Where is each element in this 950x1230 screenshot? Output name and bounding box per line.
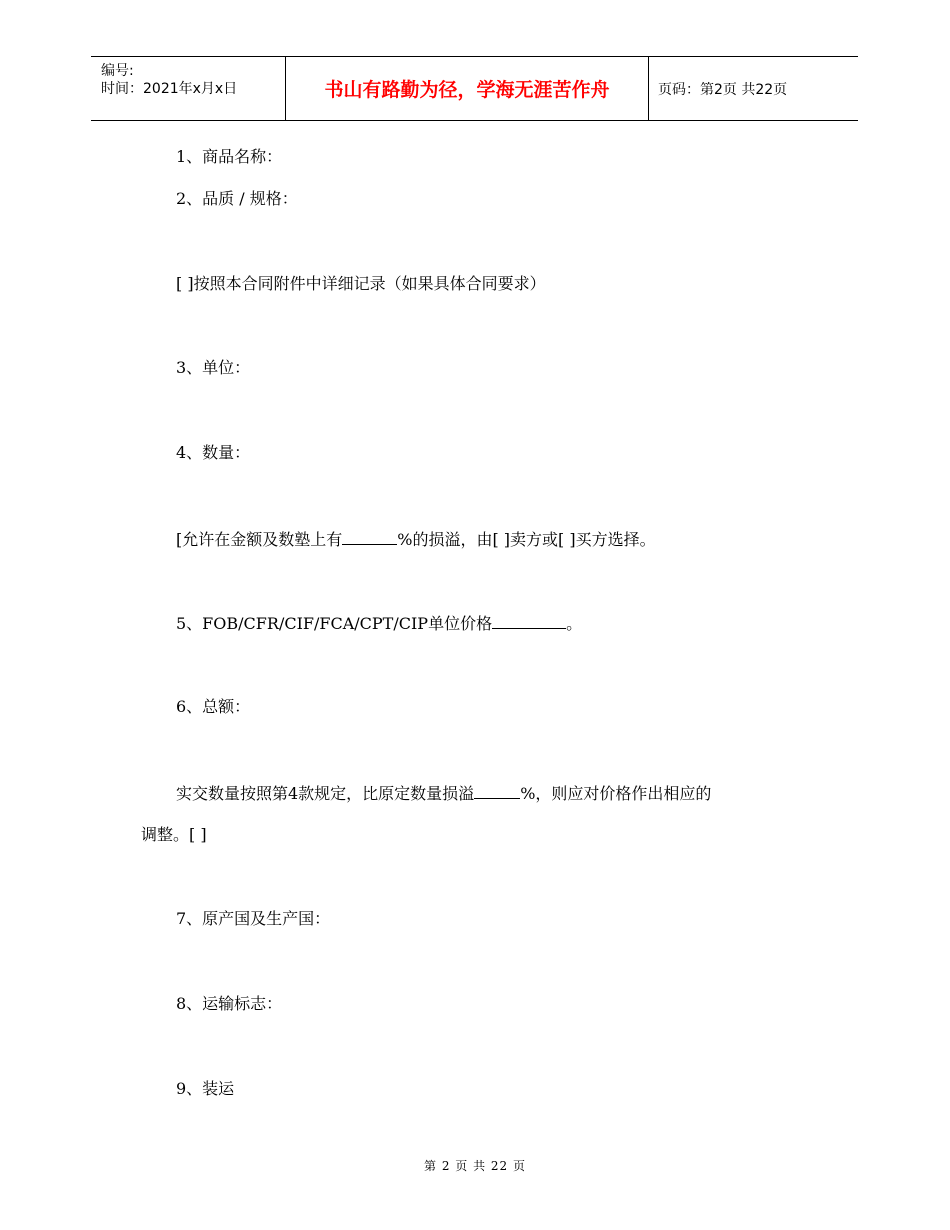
item-6-note — [176, 782, 711, 804]
item-7: 7、原产国及生产国： — [176, 909, 331, 928]
header-meta — [91, 57, 286, 120]
item-4-note — [176, 528, 656, 550]
item-2-note: [ ]按照本合同附件中详细记录（如果具体合同要求） — [176, 274, 546, 293]
number-label: 编号: — [101, 63, 134, 79]
item-3: 3、单位： — [176, 358, 251, 377]
item-2: 2、品质 / 规格： — [176, 189, 298, 208]
item-5 — [176, 612, 582, 634]
page-header — [91, 56, 858, 121]
item-4-note-start: [允许在金额及数塾上有 — [176, 530, 343, 549]
item-8: 8、运输标志： — [176, 994, 283, 1013]
page-footer: 第 2 页 共 22 页 — [424, 1159, 526, 1173]
item-6: 6、总额： — [176, 697, 251, 716]
percent-blank[interactable] — [342, 528, 397, 545]
item-6-note-end: %，则应对价格作出相应的 — [520, 784, 712, 803]
item-4: 4、数量： — [176, 443, 251, 462]
item-5-end: 。 — [566, 614, 583, 633]
item-6-note-continued: 调整。[ ] — [141, 825, 207, 844]
price-blank[interactable] — [492, 612, 566, 629]
header-page-code: 页码：第2页 共22页 — [658, 81, 788, 98]
item-4-note-end: %的损溢，由[ ]卖方或[ ]买方选择。 — [397, 530, 656, 549]
item-5-label: 5、FOB/CFR/CIF/FCA/CPT/CIP单位价格 — [176, 614, 493, 633]
item-1: 1、商品名称： — [176, 147, 283, 166]
item-6-note-start: 实交数量按照第4款规定，比原定数量损溢 — [176, 784, 475, 803]
item-9: 9、装运 — [176, 1079, 235, 1098]
time-label: 时间：2021年x月x日 — [101, 81, 238, 97]
header-motto: 书山有路勤为径，学海无涯苦作舟 — [286, 57, 649, 120]
loss-percent-blank[interactable] — [474, 782, 520, 799]
